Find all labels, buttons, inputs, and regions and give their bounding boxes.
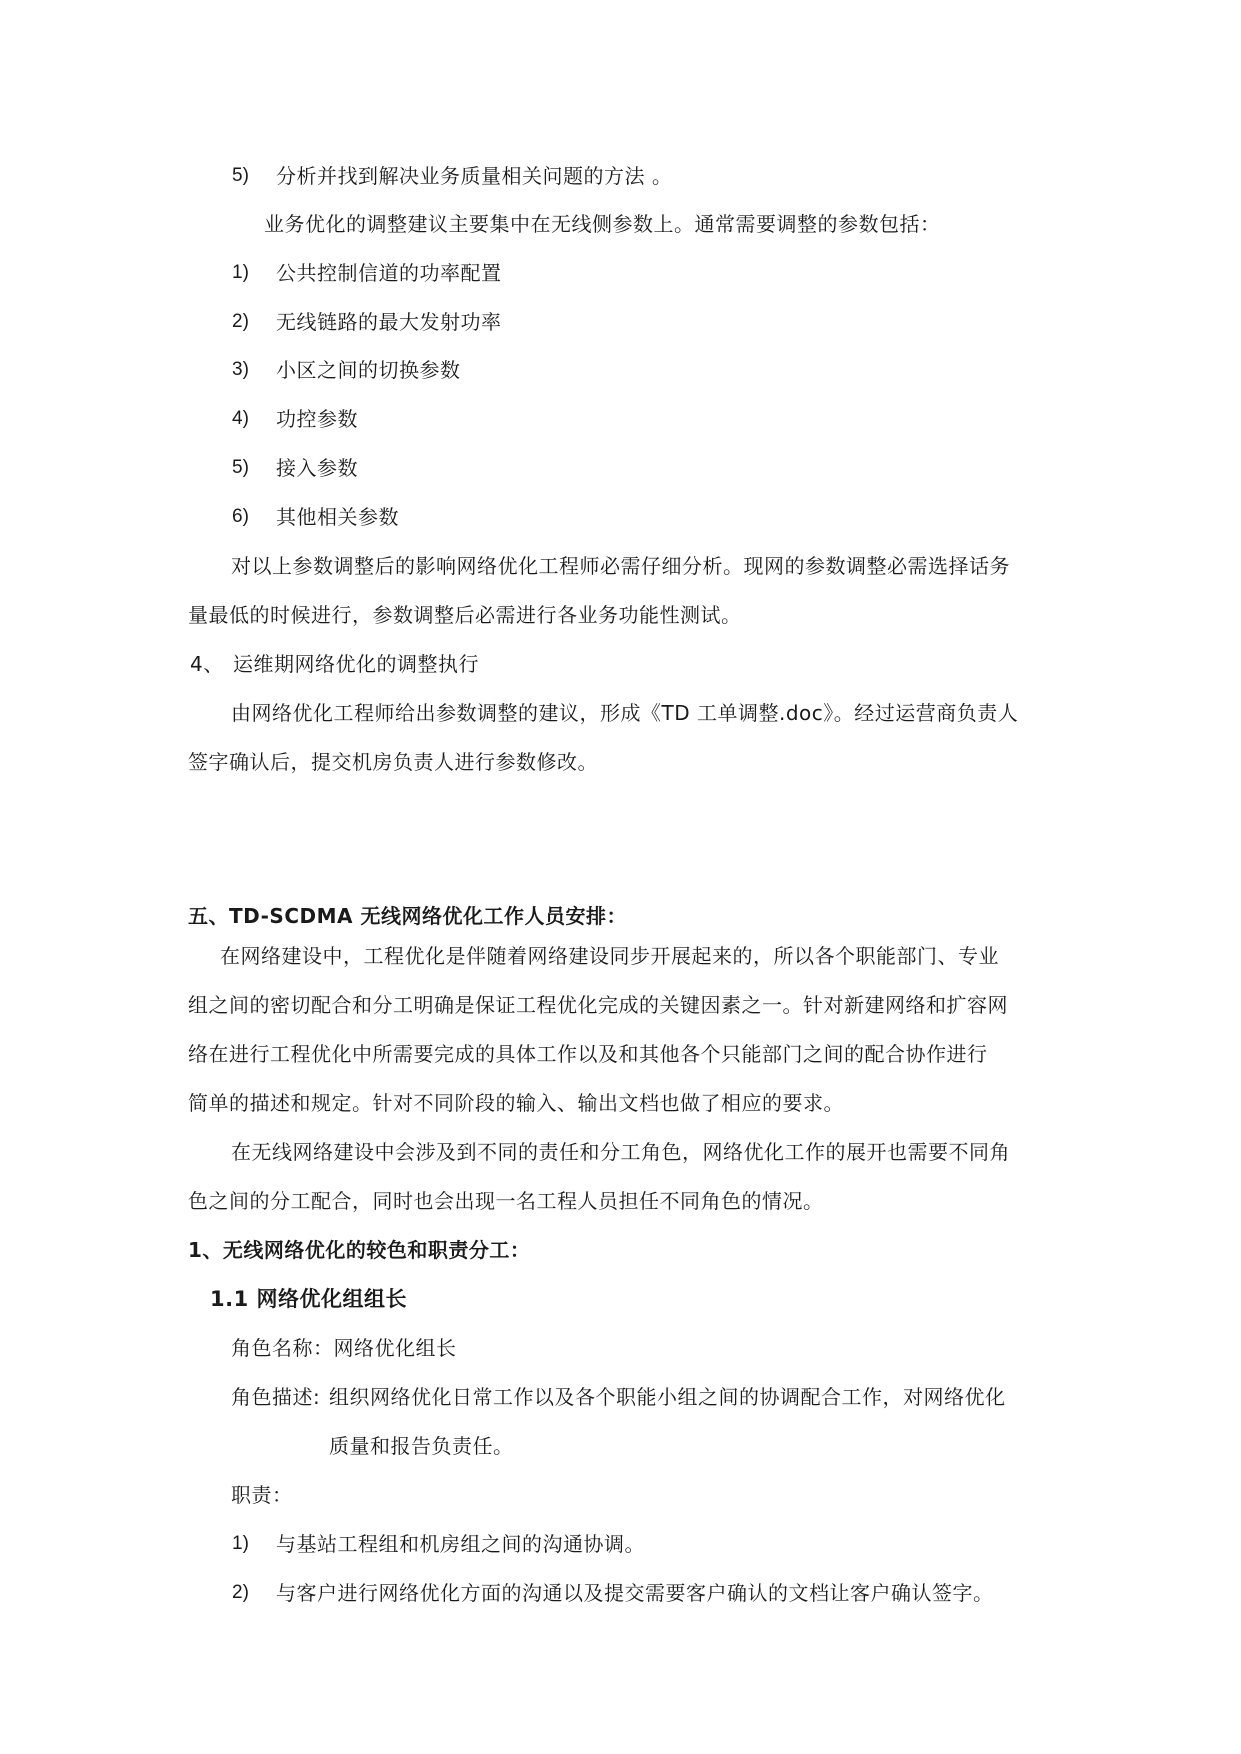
paragraph-line: 量最低的时候进行，参数调整后必需进行各业务功能性测试。 [188, 603, 742, 627]
list-item-text: 接入参数 [276, 456, 358, 480]
list-item-text: 小区之间的切换参数 [276, 358, 461, 382]
role-desc-text: 质量和报告负责任。 [329, 1434, 514, 1458]
paragraph-line: 由网络优化工程师给出参数调整的建议，形成《TD 工单调整.doc》。经过运营商负责人 [231, 701, 1019, 725]
paragraph-line: 简单的描述和规定。针对不同阶段的输入、输出文档也做了相应的要求。 [188, 1091, 844, 1115]
role-name: 角色名称：网络优化组长 [231, 1336, 457, 1360]
list-number: 5) [232, 165, 249, 186]
list-number: 4) [232, 408, 249, 429]
list-item-text: 功控参数 [276, 407, 358, 431]
list-number: 1) [232, 1533, 249, 1554]
list-item-text: 与客户进行网络优化方面的沟通以及提交需要客户确认的文档让客户确认签字。 [276, 1581, 994, 1605]
subsection-heading: 1.1 网络优化组组长 [210, 1287, 408, 1311]
list-number: 5) [232, 457, 249, 478]
list-number: 3) [232, 359, 249, 380]
list-item-text: 与基站工程组和机房组之间的沟通协调。 [276, 1532, 645, 1556]
section-heading: 五、TD-SCDMA 无线网络优化工作人员安排： [188, 904, 627, 928]
list-item-text: 无线链路的最大发射功率 [276, 310, 502, 334]
list-item-text: 公共控制信道的功率配置 [276, 261, 502, 285]
list-number: 1) [232, 262, 249, 283]
paragraph-line: 色之间的分工配合，同时也会出现一名工程人员担任不同角色的情况。 [188, 1189, 824, 1213]
duty-label: 职责： [231, 1483, 293, 1507]
list-item-text: 其他相关参数 [276, 505, 399, 529]
role-desc-text: 组织网络优化日常工作以及各个职能小组之间的协调配合工作，对网络优化 [329, 1385, 1006, 1409]
list-number: 2) [232, 1582, 249, 1603]
list-number: 6) [232, 506, 249, 527]
list-number: 2) [232, 311, 249, 332]
paragraph-line: 络在进行工程优化中所需要完成的具体工作以及和其他各个只能部门之间的配合协作进行 [188, 1042, 988, 1066]
paragraph-line: 对以上参数调整后的影响网络优化工程师必需仔细分析。现网的参数调整必需选择话务 [231, 554, 1010, 578]
role-desc-label: 角色描述: [231, 1385, 321, 1409]
section-number: 4、 [190, 652, 224, 676]
subsection-heading: 1、无线网络优化的较色和职责分工： [188, 1238, 531, 1262]
section-title: 运维期网络优化的调整执行 [233, 652, 479, 676]
list-item-text: 分析并找到解决业务质量相关问题的方法 。 [276, 164, 673, 188]
paragraph-line: 在网络建设中，工程优化是伴随着网络建设同步开展起来的，所以各个职能部门、专业 [220, 944, 999, 968]
paragraph-line: 签字确认后，提交机房负责人进行参数修改。 [188, 750, 598, 774]
paragraph-line: 在无线网络建设中会涉及到不同的责任和分工角色，网络优化工作的展开也需要不同角 [231, 1140, 1010, 1164]
paragraph-line: 组之间的密切配合和分工明确是保证工程优化完成的关键因素之一。针对新建网络和扩容网 [188, 993, 1008, 1017]
paragraph: 业务优化的调整建议主要集中在无线侧参数上。通常需要调整的参数包括： [264, 212, 941, 236]
